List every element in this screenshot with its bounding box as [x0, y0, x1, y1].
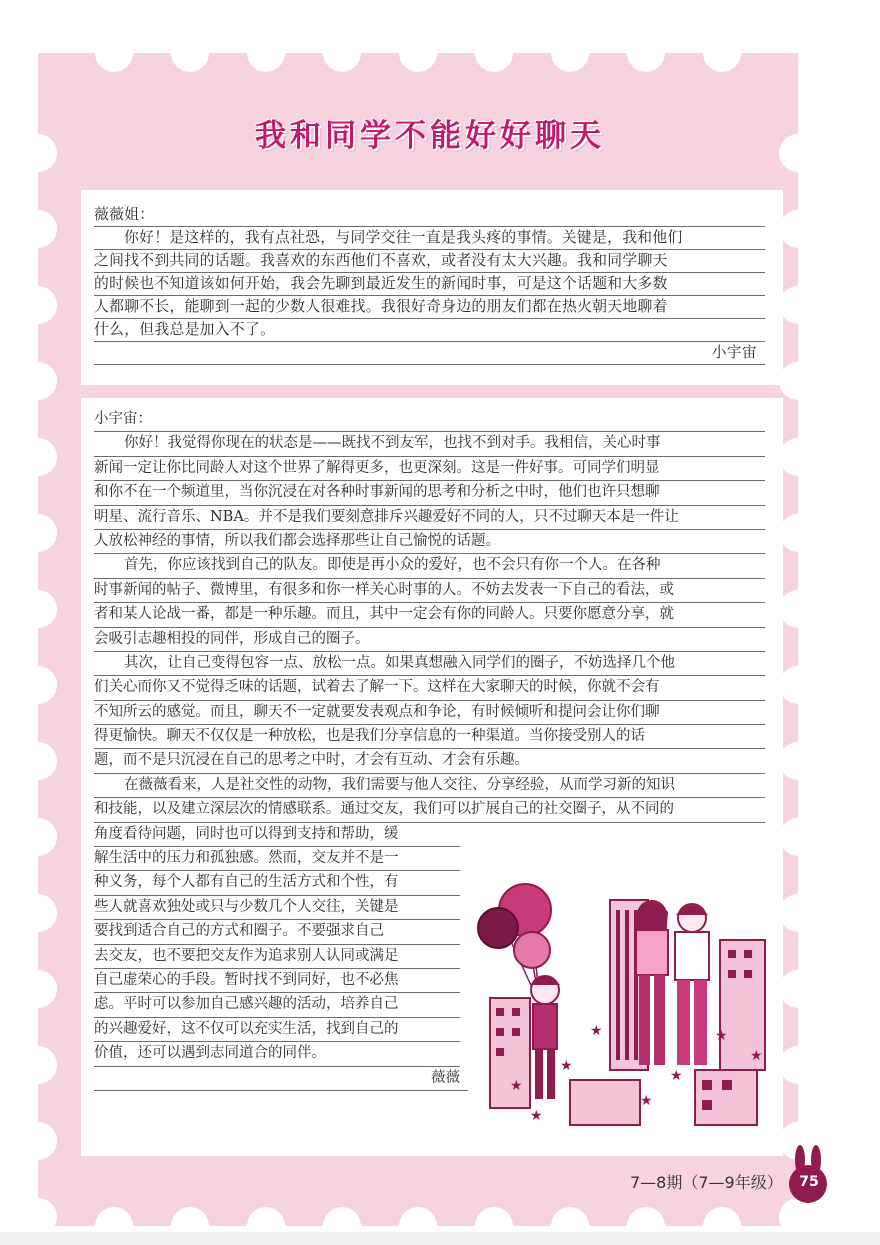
svg-text:★: ★: [640, 1093, 653, 1109]
girl-figure: [636, 901, 668, 1065]
scallop-cutout: [779, 514, 817, 552]
scallop-cutout: [19, 742, 57, 780]
reply-line: 和你不在一个频道里，当你沉浸在对各种时事新闻的思考和分析之中时，他们也许只想聊: [94, 481, 765, 505]
reply-line: 种义务，每个人都有自己的生活方式和个性，有: [94, 871, 460, 895]
scallop-cutout: [779, 134, 817, 172]
svg-text:★: ★: [750, 1048, 763, 1064]
scallop-cutout: [399, 34, 437, 72]
reply-line: 你好！我觉得你现在的状态是——既找不到友军，也找不到对手。我相信，关心时事: [94, 432, 765, 456]
scallop-cutout: [19, 894, 57, 932]
reply-line: 去交友，也不要把交友作为追求别人认同或满足: [94, 945, 460, 969]
svg-text:★: ★: [530, 1108, 543, 1124]
reply-line: 不知所云的感觉。而且，聊天不一定就要发表观点和争论，有时候倾听和提问会让你们聊: [94, 701, 765, 725]
svg-text:★: ★: [670, 1068, 683, 1084]
reply-line: 价值，还可以遇到志同道合的同伴。: [94, 1042, 460, 1066]
reply-line: 要找到适合自己的方式和圈子。不要强求自己: [94, 920, 460, 944]
scallop-cutout: [171, 34, 209, 72]
tall-boy-figure: [675, 904, 709, 1065]
scallop-cutout: [779, 438, 817, 476]
reply-line: 明星、流行音乐、NBA。并不是我们要刻意排斥兴趣爱好不同的人，只不过聊天本是一件让: [94, 506, 765, 530]
question-salutation: 薇薇姐：: [94, 204, 765, 227]
reply-line: 人放松神经的事情，所以我们都会选择那些让自己愉悦的话题。: [94, 530, 765, 554]
question-signature: 小宇宙: [94, 342, 765, 365]
scallop-cutout: [247, 34, 285, 72]
scallop-cutout: [779, 970, 817, 1008]
scallop-cutout: [19, 970, 57, 1008]
scallop-cutout: [19, 210, 57, 248]
scallop-cutout: [779, 666, 817, 704]
reply-line: 的兴趣爱好，这不仅可以充实生活，找到自己的: [94, 1018, 460, 1042]
scallop-cutout: [779, 818, 817, 856]
scallop-cutout: [19, 666, 57, 704]
scallop-cutout: [19, 818, 57, 856]
question-line: 人都聊不长，能聊到一起的少数人很难找。我很好奇身边的朋友们都在热火朝天地聊着: [94, 296, 765, 319]
reply-line: 题，而不是只沉浸在自己的思考之中时，才会有互动、才会有乐趣。: [94, 749, 765, 773]
reply-line: 时事新闻的帖子、微博里，有很多和你一样关心时事的人。不妨去发表一下自己的看法，或: [94, 579, 765, 603]
scallop-cutout: [703, 34, 741, 72]
question-line: 之间找不到共同的话题。我喜欢的东西他们不喜欢，或者没有太大兴趣。我和同学聊天: [94, 250, 765, 273]
reply-line: 者和某人论战一番，都是一种乐趣。而且，其中一定会有你的同龄人。只要你愿意分享，就: [94, 603, 765, 627]
scallop-cutout: [19, 1198, 57, 1236]
scallop-cutout: [19, 590, 57, 628]
page-title: 我和同学不能好好聊天: [255, 118, 605, 154]
reply-line: 们关心而你又不觉得乏味的话题，试着去了解一下。这样在大家聊天的时候，你就不会有: [94, 676, 765, 700]
boy-figure: [530, 976, 560, 1099]
scallop-cutout: [779, 590, 817, 628]
reply-line: 角度看待问题，同时也可以得到支持和帮助，缓: [94, 823, 460, 847]
scallop-cutout: [551, 34, 589, 72]
svg-text:★: ★: [715, 1028, 728, 1044]
question-line: 什么，但我总是加入不了。: [94, 319, 765, 342]
reply-salutation: 小宇宙：: [94, 408, 765, 432]
scallop-cutout: [19, 1046, 57, 1084]
issue-label: 7—8期（7—9年级）: [630, 1173, 783, 1192]
scallop-cutout: [779, 1046, 817, 1084]
reply-signature: 薇薇: [94, 1067, 468, 1091]
scallop-cutout: [323, 34, 361, 72]
scallop-cutout: [19, 286, 57, 324]
scallop-cutout: [779, 362, 817, 400]
reply-line: 些人就喜欢独处或只与少数几个人交往，关键是: [94, 896, 460, 920]
page-bottom-strip: [0, 1232, 880, 1245]
reply-line: 其次，让自己变得包容一点、放松一点。如果真想融入同学们的圈子，不妨选择几个他: [94, 652, 765, 676]
scallop-cutout: [19, 134, 57, 172]
scallop-cutout: [19, 1122, 57, 1160]
reply-line: 新闻一定让你比同龄人对这个世界了解得更多，也更深刻。这是一件好事。可同学们明显: [94, 457, 765, 481]
scallop-cutout: [19, 362, 57, 400]
reply-line: 自己虚荣心的手段。暂时找不到同好，也不必焦: [94, 969, 460, 993]
svg-text:★: ★: [560, 1058, 573, 1074]
page-number: 75: [799, 1174, 819, 1190]
question-line: 你好！是这样的，我有点社恐，与同学交往一直是我头疼的事情。关键是，我和他们: [94, 227, 765, 250]
svg-text:★: ★: [590, 1023, 603, 1039]
svg-text:★: ★: [510, 1078, 523, 1094]
scallop-cutout: [19, 438, 57, 476]
reply-line: 在薇薇看来，人是社交性的动物，我们需要与他人交往、分享经验，从而学习新的知识: [94, 774, 765, 798]
scallop-cutout: [627, 34, 665, 72]
reply-line: 得更愉快。聊天不仅仅是一种放松，也是我们分享信息的一种渠道。当你接受别人的话: [94, 725, 765, 749]
question-letter: [94, 204, 765, 365]
friends-city-illustration: [470, 880, 780, 1135]
reply-line: 虑。平时可以参加自己感兴趣的活动，培养自己: [94, 993, 460, 1017]
scallop-cutout: [779, 210, 817, 248]
scallop-cutout: [779, 894, 817, 932]
scallop-cutout: [19, 514, 57, 552]
scallop-cutout: [779, 742, 817, 780]
scallop-cutout: [475, 34, 513, 72]
reply-line: 解生活中的压力和孤独感。然而，交友并不是一: [94, 847, 460, 871]
reply-line: 和技能，以及建立深层次的情感联系。通过交友，我们可以扩展自己的社交圈子，从不同的: [94, 798, 765, 822]
reply-line: 首先，你应该找到自己的队友。即使是再小众的爱好，也不会只有你一个人。在各种: [94, 554, 765, 578]
question-line: 的时候也不知道该如何开始，我会先聊到最近发生的新闻时事，可是这个话题和大多数: [94, 273, 765, 296]
scallop-cutout: [95, 34, 133, 72]
scallop-cutout: [779, 286, 817, 324]
reply-line: 会吸引志趣相投的同伴，形成自己的圈子。: [94, 628, 765, 652]
question-letter-card: [81, 190, 783, 385]
